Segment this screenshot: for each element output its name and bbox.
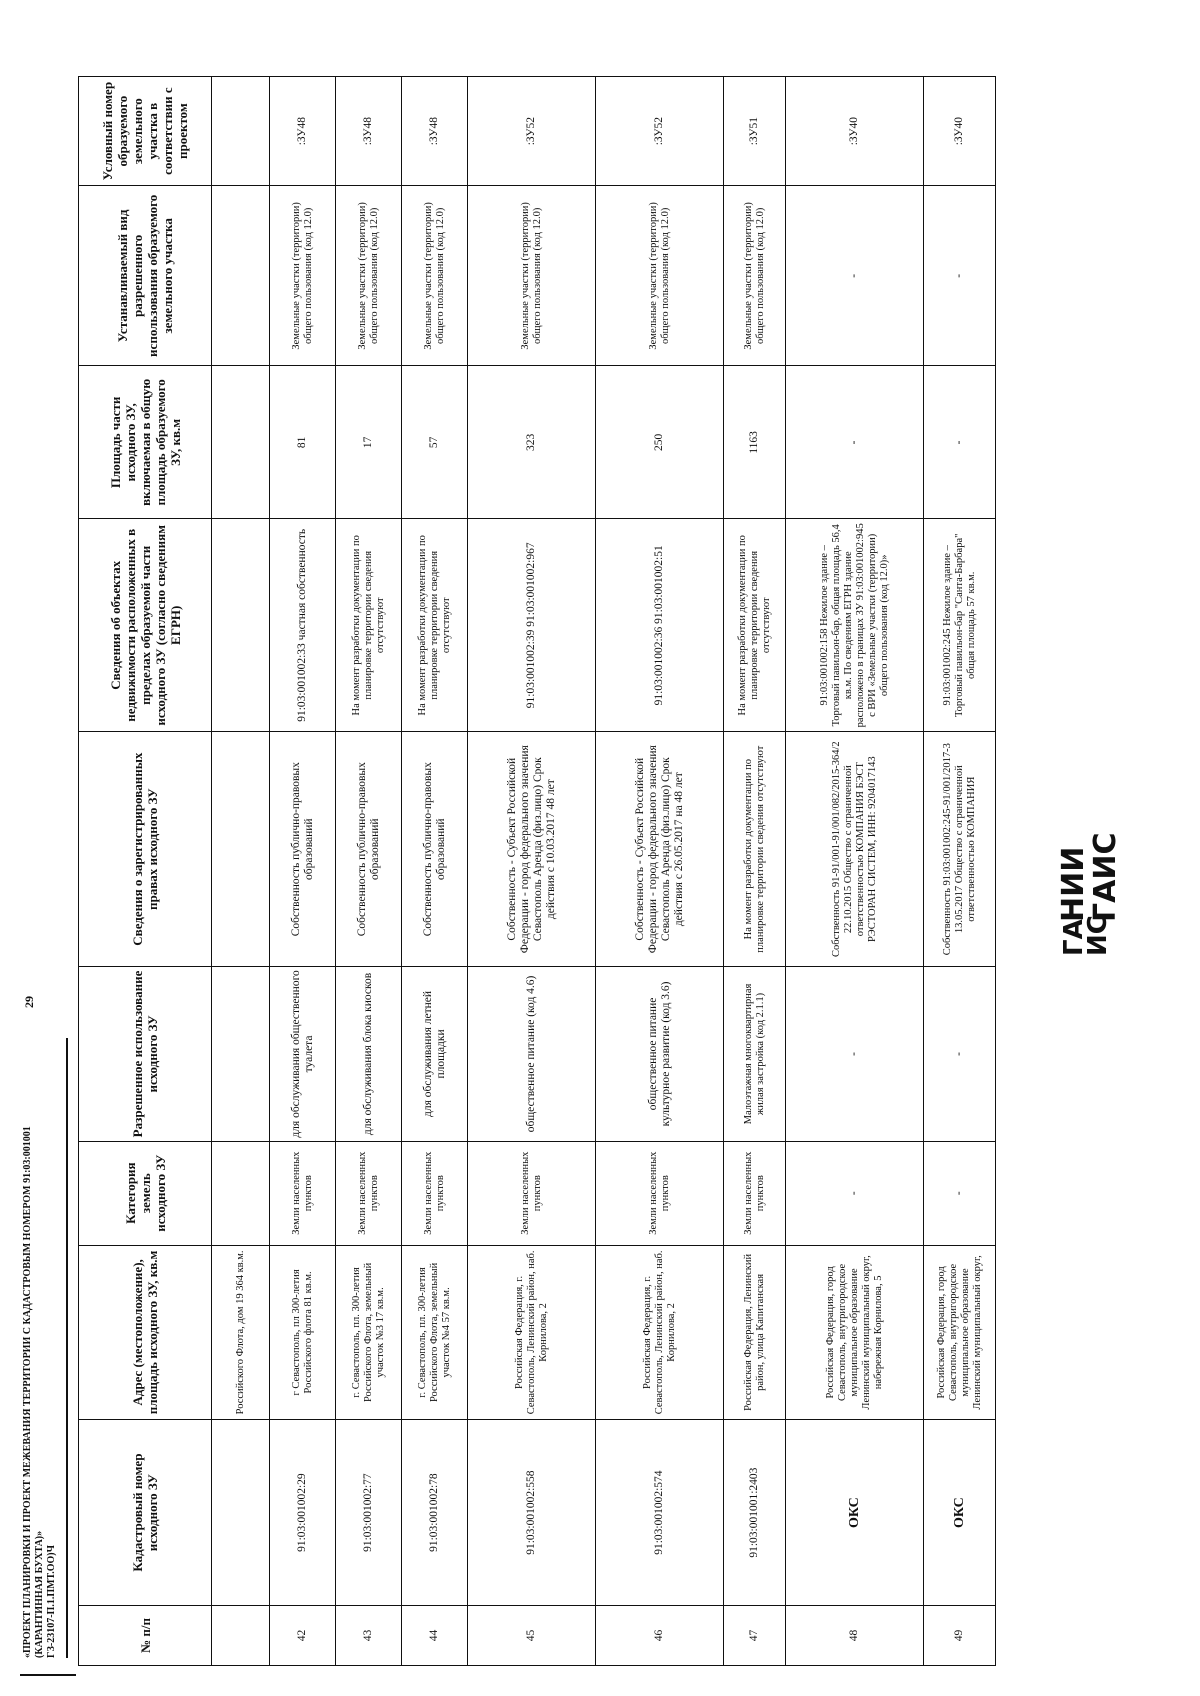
header-rule: [66, 1038, 68, 1658]
column-header: Площадь части исходного ЗУ, включаемая в общую площадь образуемого ЗУ, кв.м: [79, 366, 212, 519]
cell-objects: 91:03:001002:36 91:03:001002:51: [596, 519, 724, 732]
column-header: Сведения о зарегистрированных правах исходного ЗУ: [79, 732, 212, 967]
table-row: [786, 77, 924, 1666]
cell-code: :ЗУ48: [402, 77, 468, 186]
cell-number: 42: [270, 1605, 336, 1665]
cell-number: 44: [402, 1605, 468, 1665]
cell-rights: Собственность - Субъект Российской Федерации - город федерального значения Севастополь Аренда (физ.лицо) Срок действия с 26.05.2017 на 48 лет: [596, 732, 724, 967]
cell-rights: Собственность публично-правовых образований: [336, 732, 402, 967]
cell-new-use: -: [786, 186, 924, 366]
cell-code: :ЗУ48: [270, 77, 336, 186]
cell-empty: [212, 1605, 270, 1665]
cell-use: общественное питание (код 4.6): [468, 967, 596, 1142]
cell-address: Российская Федерация, г. Севастополь, Ленинский район, наб. Корнилова, 2: [468, 1245, 596, 1420]
cell-category: Земли населенных пунктов: [596, 1141, 724, 1245]
cell-rights: Собственность публично-правовых образований: [402, 732, 468, 967]
nii-gais-logo: [1056, 832, 1158, 956]
cell-new-use: Земельные участки (территории) общего пользования (код 12.0): [336, 186, 402, 366]
cell-cadastral: 91:03:001002:558: [468, 1420, 596, 1606]
cell-new-use: -: [924, 186, 996, 366]
cell-area: -: [924, 366, 996, 519]
cell-use: для обслуживания блока киосков: [336, 967, 402, 1142]
cell-use: общественное питание культурное развитие (код 3.6): [596, 967, 724, 1142]
column-header: Устанавливаемый вид разрешенного использования образуемого земельного участка: [79, 186, 212, 366]
document-header: [20, 56, 76, 1676]
cell-address: Российского Флота, дом 19 364 кв.м.: [212, 1245, 270, 1420]
header-line-3: ГЗ-23107-П.1.ПМТ.ОО)Ч: [46, 1545, 57, 1658]
cell-address: г Севастополь, пл 300-летия Российского флота 81 кв.м.: [270, 1245, 336, 1420]
cell-number: 49: [924, 1605, 996, 1665]
cell-code: :ЗУ48: [336, 77, 402, 186]
cell-use: для обслуживания общественного туалета: [270, 967, 336, 1142]
cell-category: Земли населенных пунктов: [724, 1141, 786, 1245]
cell-address: Российская Федерация, город Севастополь, внутригородское муниципальное образование Ленинский муниципальный округ,: [924, 1245, 996, 1420]
cell-code: :ЗУ40: [924, 77, 996, 186]
cell-address: г. Севастополь, пл. 300-летия Российского Флота, земельный участок №3 17 кв.м.: [336, 1245, 402, 1420]
table-row: [336, 77, 402, 1666]
cell-address: г. Севастополь, пл. 300-летия Российского Флота, земельный участок №4 57 кв.м.: [402, 1245, 468, 1420]
column-header: Категория земель исходного ЗУ: [79, 1141, 212, 1245]
cell-empty: [212, 519, 270, 732]
cell-address: Российская Федерация, город Севастополь, внутригородское муниципальное образование Ленинский муниципальный округ, набережная Корнилова, 5: [786, 1245, 924, 1420]
cell-empty: [212, 1141, 270, 1245]
cell-objects: На момент разработки документации по планировке территории сведения отсутствуют: [402, 519, 468, 732]
cell-use: -: [786, 967, 924, 1142]
cell-empty: [212, 732, 270, 967]
table-row: [924, 77, 996, 1666]
table-row: [724, 77, 786, 1666]
cell-area: 323: [468, 366, 596, 519]
cell-objects: 91:03:001002:245 Нежилое здание – Торговый павильон-бар "Санта-Барбара" общая площадь 57 кв.м.: [924, 519, 996, 732]
logo-text: НИИ ГАИС: [1056, 832, 1123, 922]
cell-code: :ЗУ52: [596, 77, 724, 186]
column-header: Сведения об объектах недвижимости расположенных в пределах образуемой части исходного ЗУ (согласно сведениям ЕГРН): [79, 519, 212, 732]
land-plots-table: [78, 76, 996, 1666]
cell-category: Земли населенных пунктов: [270, 1141, 336, 1245]
cell-number: 47: [724, 1605, 786, 1665]
cell-category: -: [924, 1141, 996, 1245]
header-line-1: «ПРОЕКТ ПЛАНИРОВКИ И ПРОЕКТ МЕЖЕВАНИЯ ТЕРРИТОРИИ С КАДАСТРОВЫМ НОМЕРОМ 91:03:001001: [22, 1126, 33, 1658]
cell-area: -: [786, 366, 924, 519]
cell-number: 46: [596, 1605, 724, 1665]
table-row: [468, 77, 596, 1666]
table-row-continuation: [212, 77, 270, 1666]
cell-address: Российская Федерация, г. Севастополь, Ленинский район, наб. Корнилова, 2: [596, 1245, 724, 1420]
cell-empty: [212, 366, 270, 519]
table-header-row: [79, 77, 212, 1666]
cell-use: Малоэтажная многоквартирная жилая застройка (код 2.1.1): [724, 967, 786, 1142]
cell-code: :ЗУ40: [786, 77, 924, 186]
column-header: Условный номер образуемого земельного участка в соответствии с проектом: [79, 77, 212, 186]
cell-cadastral: 91:03:001002:29: [270, 1420, 336, 1606]
cell-objects: 91:03:001002:33 частная собственность: [270, 519, 336, 732]
cell-category: Земли населенных пунктов: [402, 1141, 468, 1245]
cell-cadastral: ОКС: [786, 1420, 924, 1606]
cell-code: :ЗУ52: [468, 77, 596, 186]
cell-area: 250: [596, 366, 724, 519]
cell-area: 1163: [724, 366, 786, 519]
cell-empty: [212, 186, 270, 366]
cell-code: :ЗУ51: [724, 77, 786, 186]
table-row: [402, 77, 468, 1666]
cell-new-use: Земельные участки (территории) общего пользования (код 12.0): [724, 186, 786, 366]
cell-area: 17: [336, 366, 402, 519]
cell-use: для обслуживания летней площадки: [402, 967, 468, 1142]
cell-category: Земли населенных пунктов: [336, 1141, 402, 1245]
cell-rights: На момент разработки документации по планировке территории сведения отсутствуют: [724, 732, 786, 967]
cell-cadastral: 91:03:001001:2403: [724, 1420, 786, 1606]
cell-empty: [212, 967, 270, 1142]
cell-category: Земли населенных пунктов: [468, 1141, 596, 1245]
header-line-2: (КАРАНТИННАЯ БУХТА)»: [34, 1530, 45, 1658]
cell-new-use: Земельные участки (территории) общего пользования (код 12.0): [468, 186, 596, 366]
cell-cadastral: 91:03:001002:78: [402, 1420, 468, 1606]
cell-cadastral: ОКС: [924, 1420, 996, 1606]
cell-new-use: Земельные участки (территории) общего пользования (код 12.0): [596, 186, 724, 366]
cell-rights: Собственность публично-правовых образований: [270, 732, 336, 967]
cell-cadastral: 91:03:001002:574: [596, 1420, 724, 1606]
cell-objects: 91:03:001002:158 Нежилое здание – Торговый павильон-бар, общая площадь 56,4 кв.м. По сведениям ЕГРН здание расположено в границах ЗУ 91:03:001002:945 с ВРИ «Земельные участки (территории) общего пользования (код 12.0)»: [786, 519, 924, 732]
cell-rights: Собственность 91-91/001-91/001/082/2015-364/2 22.10.2015 Общество с ограниченной ответственностью КОМПАНИЯ БЭСТ РЭСТОРАН СИСТЕМ, ИНН: 9204017143: [786, 732, 924, 967]
logo-mark: ГА ИС: [1059, 915, 1113, 956]
cell-new-use: Земельные участки (территории) общего пользования (код 12.0): [270, 186, 336, 366]
cell-number: 45: [468, 1605, 596, 1665]
cell-number: 48: [786, 1605, 924, 1665]
rotated-page: [20, 56, 1180, 1676]
column-header: Адрес (местоположение), площадь исходного ЗУ, кв.м: [79, 1245, 212, 1420]
cell-area: 81: [270, 366, 336, 519]
cell-category: -: [786, 1141, 924, 1245]
cell-empty: [212, 77, 270, 186]
table-row: [596, 77, 724, 1666]
cell-new-use: Земельные участки (территории) общего пользования (код 12.0): [402, 186, 468, 366]
cell-objects: На момент разработки документации по планировке территории сведения отсутствуют: [724, 519, 786, 732]
cell-use: -: [924, 967, 996, 1142]
cell-objects: На момент разработки документации по планировке территории сведения отсутствуют: [336, 519, 402, 732]
table-row: [270, 77, 336, 1666]
cell-area: 57: [402, 366, 468, 519]
cell-cadastral: 91:03:001002:77: [336, 1420, 402, 1606]
column-header: № п/п: [79, 1605, 212, 1665]
cell-empty: [212, 1420, 270, 1606]
cell-address: Российская Федерация, Ленинский район, улица Капитанская: [724, 1245, 786, 1420]
column-header: Разрешенное использование исходного ЗУ: [79, 967, 212, 1142]
cell-rights: Собственность - Субъект Российской Федерации - город федерального значения Севастополь Аренда (физ.лицо) Срок действия с 10.03.2017 48 лет: [468, 732, 596, 967]
cell-number: 43: [336, 1605, 402, 1665]
cell-objects: 91:03:001002:39 91:03:001002:967: [468, 519, 596, 732]
cell-rights: Собственность 91:03:001002:245-91/001/2017-3 13.05.2017 Общество с ограниченной ответственностью КОМПАНИЯ: [924, 732, 996, 967]
column-header: Кадастровый номер исходного ЗУ: [79, 1420, 212, 1606]
page-number: 29: [22, 996, 36, 1008]
